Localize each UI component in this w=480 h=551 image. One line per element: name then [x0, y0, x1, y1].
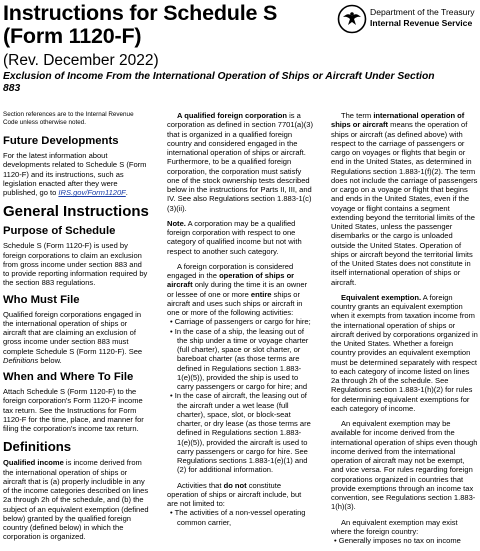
- note-text: A corporation may be a qualified foreign corporation with respect to one category of qualified income but not with respect to another such category.: [167, 218, 302, 256]
- bullet-text: Carriage of passengers or cargo for hire;: [174, 317, 311, 327]
- column-3: [331, 111, 478, 551]
- who-text-a: Qualified foreign corporations engaged in the international operation of ships or aircraft that are claiming an exclusion of gross income under section 883 must complete Schedule S (Form 1120-F). See: [3, 309, 143, 356]
- agency-name: Internal Revenue Service: [370, 18, 473, 28]
- column-1: [3, 111, 149, 548]
- operation-term: operation of ships or aircraft: [167, 271, 295, 290]
- who-must-file-text: [3, 310, 149, 366]
- non-operation-text-b: constitute operation of ships or aircraft include, but are not limited to:: [167, 480, 302, 508]
- page-title: Instructions for Schedule S: [3, 1, 278, 25]
- heading-future-developments: Future Developments: [3, 135, 119, 148]
- when-where-text: Attach Schedule S (Form 1120-F) to the foreign corporation's Form 1120-F income tax return. See the Instructions for Form 1120-F for the time, place, and manner for filing the corporation's income tax return.: [3, 387, 144, 434]
- list-item: • In the case of a ship, the leasing out of the ship under a time or voyage charter (full charter), space or slot charter, or bareboat charter (as those terms are defined in Regulations section 1.883-1(e)(5)), provided the ship is used to carry passengers or cargo for hire; and: [170, 326, 309, 391]
- note-paragraph: [167, 219, 314, 256]
- future-developments-text: For the latest information about developments related to Schedule S (Form 1120-F) and its instructions, such as legislation enacted after they were published, go to IRS.gov/Form1120F.: [3, 151, 147, 198]
- non-operation-paragraph: [167, 481, 314, 527]
- definitions-ref: Definitions: [3, 355, 39, 365]
- form-number: (Form 1120-F): [3, 24, 142, 48]
- heading-when-where: When and Where To File: [3, 371, 134, 384]
- bullet-text: In the case of a ship, the leasing out of the ship under a time or voyage charter (full charter), space or slot charter, or bareboat charter (as those terms are defined in Regulations section 1.883-1(e)(5)), provided the ship is used to carry passengers or cargo for hire; and: [174, 326, 309, 391]
- heading-who-must-file: Who Must File: [3, 293, 80, 306]
- exemption-availability-paragraph: An equivalent exemption may be available for income derived from the international operation of ships even though income derived from the international operation of aircraft may not be exempt, and vice versa. For rules regarding foreign corporations organized in countries that provide exemptions through an income tax convention, see Regulations section 1.883-1(h)(3).: [331, 419, 478, 512]
- exemption-exists-paragraph: [331, 518, 478, 546]
- qualified-foreign-corp-text: is a corporation as defined in section 7701(a)(3) that is organized in a qualified foreign country and considered engaged in the international operation of ships or aircraft. Furthermore, to be a qualified foreign corporation, the corporation must satisfy one of the stock ownership tests described below in the instructions for Parts II, III, and IV. See also Regulations section 1.883-1(c)(3)(ii).: [167, 111, 313, 213]
- future-developments-body: For the latest information about developments related to Schedule S (Form 1120-F) and its instructions, such as legislation enacted after they were published, go to: [3, 151, 147, 198]
- list-item: • The activities of a non-vessel operating common carrier,: [170, 508, 306, 527]
- irs-form-link[interactable]: IRS.gov/Form1120F: [58, 188, 126, 198]
- column-2: [167, 111, 314, 533]
- section-references-note: Section references are to the Internal Revenue Code unless otherwise noted.: [3, 111, 134, 126]
- operation-text-a: A foreign corporation is considered engaged in the: [167, 261, 294, 280]
- note-label: Note.: [167, 218, 186, 228]
- agency-block: [337, 4, 479, 44]
- international-operation-paragraph: [331, 111, 478, 287]
- bullet-text: Generally imposes no tax on income: [338, 536, 461, 545]
- operation-paragraph: [167, 262, 314, 475]
- intl-term: international operation of ships or aircraft: [331, 111, 465, 130]
- bullet-text: In the case of aircraft, the leasing out of the aircraft under a wet lease (full charter), space, slot, or block-seat charter, or dry lease (as those terms are defined in Regulations section 1.883-1(e)(5)), provided the aircraft is used to carry passengers or cargo for hire. See Regulations sections 1.883-1(e)(1) and (2) for additional information.: [174, 391, 311, 475]
- non-operation-text-a: Activities that: [177, 480, 222, 490]
- list-item: • In the case of aircraft, the leasing out of the aircraft under a wet lease (full charter), space, slot, or block-seat charter, or dry lease (as those terms are defined in Regulations section 1.883-1(e)(5)), provided the aircraft is used to carry passengers or cargo for hire. See Regulations sections 1.883-1(e)(1) and (2) for additional information.: [170, 391, 311, 475]
- who-text-b: below.: [40, 355, 62, 365]
- exemption-exists-text: An equivalent exemption may exist where the foreign country:: [331, 517, 458, 536]
- irs-eagle-logo-icon: [337, 4, 367, 34]
- heading-general-instructions: General Instructions: [3, 203, 149, 221]
- operation-text-c: ships or aircraft and uses such ships or aircraft in one or more of the following activities:: [167, 289, 303, 317]
- equivalent-exemption-term: Equivalent exemption.: [341, 292, 422, 302]
- bullet-text: The activities of a non-vessel operating common carrier,: [174, 508, 306, 527]
- qualified-foreign-corp-term: A qualified foreign corporation: [177, 111, 287, 120]
- intl-text-b: means the operation of ships or aircraft (as defined above) with respect to the carriage of passengers or cargo on voyages or flights that begin or end in the United States, as determined in Regulations section 1.883-1(f)(2). The term does not include the carriage of passengers or cargo on a voyage or flight that begins and ends in the United States, even if the voyage or flight contains a segment extending beyond the territorial limits of the United States, unless the passenger disembarks or the cargo is unloaded outside the United States. Operation of ships or aircraft beyond the territorial limits of the United States does not constitute in itself international operation of ships or aircraft.: [331, 120, 478, 287]
- equivalent-exemption-text: A foreign country grants an equivalent exemption when it exempts from taxation income from the international operation of ships or aircraft derived by corporations organized in the United States. Whether a foreign country provides an equivalent exemption must be determined separately with respect to each category of income listed on lines 2a through 2h of the schedule. See Regulations section 1.883-1(h)(2) for rules for determining equivalent exemptions for each category of income.: [331, 292, 478, 413]
- entire-term: entire: [250, 289, 272, 299]
- operation-text-b: only during the time it is an owner or lessee of one or more: [167, 280, 308, 299]
- qualified-foreign-corp-paragraph: [167, 111, 314, 213]
- department-name: Department of the Treasury: [370, 7, 475, 17]
- document-subtitle: Exclusion of Income From the International Operation of Ships or Aircraft Under Section 883: [3, 71, 435, 94]
- intl-text-a: The term: [341, 111, 372, 120]
- list-item: • Carriage of passengers or cargo for hire;: [170, 317, 311, 327]
- heading-definitions: Definitions: [3, 439, 72, 455]
- do-not-term: do not: [223, 480, 247, 490]
- equivalent-exemption-paragraph: [331, 293, 478, 413]
- qualified-income-term: Qualified income: [3, 458, 64, 468]
- heading-purpose: Purpose of Schedule: [3, 225, 116, 238]
- purpose-text: Schedule S (Form 1120-F) is used by foreign corporations to claim an exclusion from gross income under section 883 and to provide reporting information required by the section 883 regulations.: [3, 241, 148, 288]
- revision-date: (Rev. December 2022): [3, 52, 159, 69]
- qualified-income-definition: [3, 458, 149, 541]
- qualified-income-text: is income derived from the international operation of ships or aircraft that is (a) properly includible in any of the income categories described on lines 2a through 2h of the schedule, and (b) the subject of an equivalent exemption (defined below) granted by the qualified foreign country (defined below) in which the corporation is organized.: [3, 458, 149, 542]
- list-item: • Generally imposes no tax on income: [334, 536, 461, 545]
